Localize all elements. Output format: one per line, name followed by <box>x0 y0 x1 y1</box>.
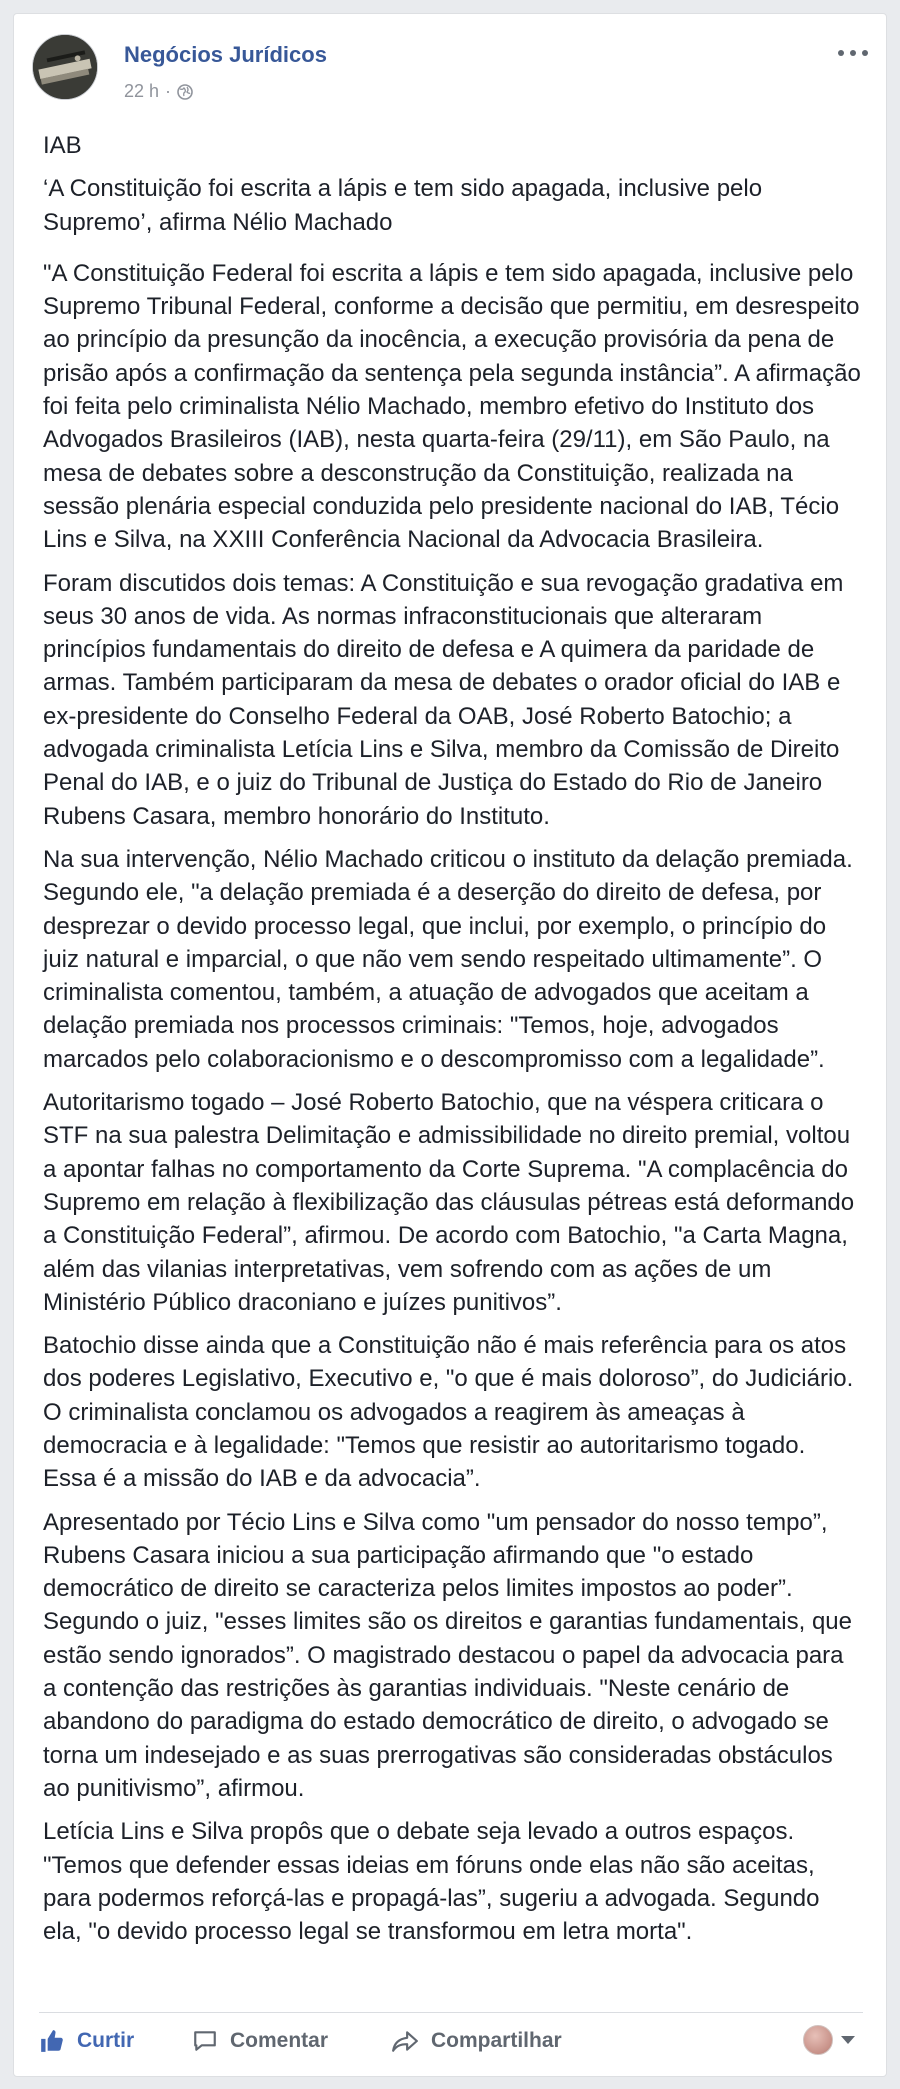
post-paragraph: ‘A Constituição foi escrita a lápis e tem sido apagada, inclusive pelo Supremo’, afirma Nélio Machado <box>43 175 763 236</box>
post-timestamp[interactable]: 22 h <box>124 81 160 101</box>
post-paragraph: Na sua intervenção, Nélio Machado criticou o instituto da delação premiada. Segundo ele, "a delação premiada é a deserção do direito de defesa, por desprezar o devido processo legal, que inclui, por exemplo, o princípio do juiz natural e imparcial, o que não vem sendo respeitado ultimamente”. O criminalista comentou, também, a atuação de advogados que aceitam a delação premiada nos processos criminais: "Temos, hoje, advogados marcados pelo colaboracionismo e o descompromisso com a legalidade”. <box>43 845 853 1073</box>
more-options-icon[interactable] <box>838 44 868 62</box>
reaction-selector[interactable] <box>803 2025 855 2055</box>
comment-bubble-icon <box>192 2028 218 2054</box>
comment-label: Comentar <box>230 2029 329 2052</box>
post-meta <box>124 81 193 102</box>
post-paragraph: Letícia Lins e Silva propôs que o debate seja levado a outros espaços. "Temos que defender essas ideias em fóruns onde elas não são aceitas, para podermos reforçá-las e propagá-las”, sugeriu a advogada. Segundo ela, "o devido processo legal se transformou em letra morta". <box>43 1818 820 1946</box>
post-paragraph: "A Constituição Federal foi escrita a lápis e tem sido apagada, inclusive pelo Supremo Tribunal Federal, conforme a decisão que permitiu, em desrespeito ao princípio da presunção da inocência, a execução provisória da pena de prisão após a confirmação da sentença pela segunda instância”. A afirmação foi feita pelo criminalista Nélio Machado, membro efetivo do Instituto dos Advogados Brasileiros (IAB), nesta quarta-feira (29/11), em São Paulo, na mesa de debates sobre a desconstrução da Constituição, realizada na sessão plenária especial conduzida pelo presidente nacional do IAB, Técio Lins e Silva, na XXIII Conferência Nacional da Advocacia Brasileira. <box>43 259 861 554</box>
reaction-avatar-icon <box>803 2025 833 2055</box>
post-paragraph: Autoritarismo togado – José Roberto Batochio, que na véspera criticara o STF na sua palestra Delimitação e admissibilidade no direito premial, voltou a apontar falhas no comportamento da Corte Suprema. "A complacência do Supremo em relação à flexibilização das cláusulas pétreas está deformando a Constituição Federal”, afirmou. De acordo com Batochio, "a Carta Magna, além das vilanias interpretativas, vem sofrendo com as ações de um Ministério Público draconiano e juízes punitivos”. <box>43 1089 855 1316</box>
meta-separator: · <box>165 81 172 101</box>
page-avatar[interactable] <box>32 34 98 100</box>
share-label: Compartilhar <box>431 2029 562 2052</box>
comment-button[interactable] <box>192 2013 328 2069</box>
post-actions-bar <box>39 2013 863 2069</box>
share-button[interactable] <box>391 2013 562 2069</box>
avatar-image-icon <box>33 35 97 99</box>
caret-down-icon <box>841 2036 855 2044</box>
post-paragraph: Apresentado por Técio Lins e Silva como "um pensador do nosso tempo”, Rubens Casara iniciou a sua participação afirmando que "o estado democrático de direito se caracteriza pelos limites impostos ao poder”. Segundo o juiz, "esses limites são os direitos e garantias fundamentais, que estão sendo ignorados”. O magistrado destacou o papel da advocacia para a contenção das restrições às garantias individuais. "Neste cenário de abandono do paradigma do estado democrático de direito, o advogado se torna um indesejado e as suas prerrogativas são consideradas obstáculos ao punitivismo”, afirmou. <box>43 1508 852 1802</box>
thumbs-up-icon <box>39 2028 65 2054</box>
post-header <box>32 34 870 104</box>
post-card <box>13 13 887 2077</box>
post-text <box>43 129 863 1958</box>
post-paragraph: IAB <box>43 132 82 159</box>
page-name-link[interactable]: Negócios Jurídicos <box>124 42 327 67</box>
post-paragraph: Foram discutidos dois temas: A Constituição e sua revogação gradativa em seus 30 anos de vida. As normas infraconstitucionais que alteraram princípios fundamentais do direito de defesa e A quimera da paridade de armas. Também participaram da mesa de debates o orador oficial do IAB e ex-presidente do Conselho Federal da OAB, José Roberto Batochio; a advogada criminalista Letícia Lins e Silva, membro da Comissão de Direito Penal do IAB, e o juiz do Tribunal de Justiça do Estado do Rio de Janeiro Rubens Casara, membro honorário do Instituto. <box>43 569 844 830</box>
share-arrow-icon <box>391 2028 419 2054</box>
globe-icon[interactable] <box>177 84 193 100</box>
like-label: Curtir <box>77 2029 135 2052</box>
like-button[interactable] <box>39 2013 134 2069</box>
post-paragraph: Batochio disse ainda que a Constituição não é mais referência para os atos dos poderes Legislativo, Executivo e, "o que é mais doloroso”, do Judiciário. O criminalista conclamou os advogados a reagirem às ameaças à democracia e à legalidade: "Temos que resistir ao autoritarismo togado. Essa é a missão do IAB e da advocacia”. <box>43 1332 854 1493</box>
